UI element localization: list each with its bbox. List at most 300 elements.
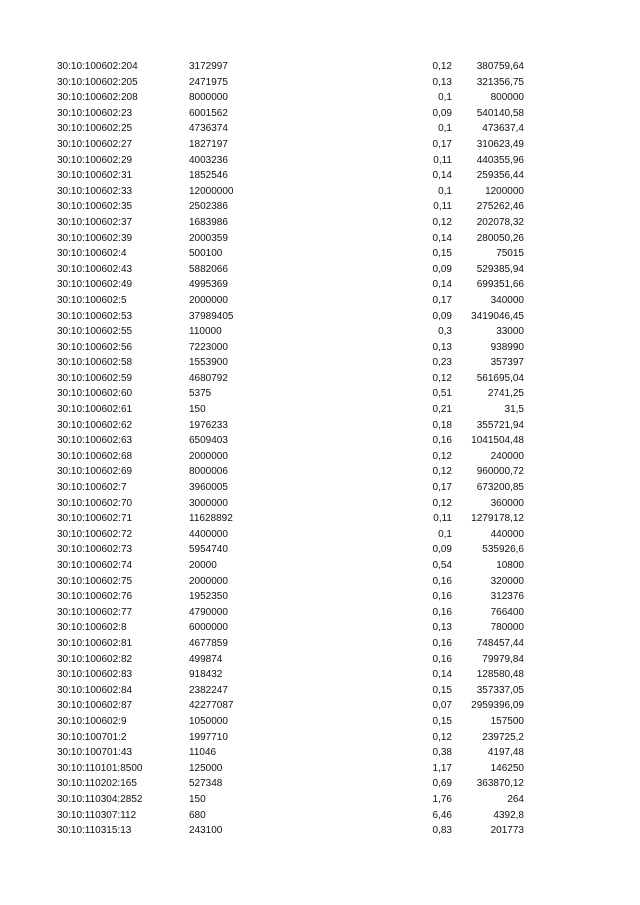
tax-amount-cell: 561695,04 (476, 372, 524, 384)
cadastral-number-cell: 30:10:100602:31 (57, 170, 133, 182)
table-row (57, 761, 524, 777)
rate-cell: 0,15 (432, 715, 452, 727)
rate-cell: 0,13 (432, 76, 452, 88)
table-row (57, 418, 524, 434)
table-row (57, 542, 524, 558)
rate-cell: 0,17 (432, 482, 452, 494)
tax-amount-cell: 340000 (490, 294, 524, 306)
rate-cell: 0,11 (433, 154, 452, 166)
cadastral-number-cell: 30:10:100602:8 (57, 622, 127, 634)
column-spacer (289, 527, 428, 543)
rate-cell: 0,12 (432, 450, 452, 462)
tax-amount-cell: 10800 (496, 560, 524, 571)
table-row (57, 121, 524, 137)
column-spacer (289, 418, 428, 434)
tax-amount-cell: 320000 (490, 575, 524, 587)
rate-cell: 0,12 (432, 61, 452, 72)
area-cell: 6000000 (189, 622, 228, 634)
table-row (57, 433, 524, 449)
table-row (57, 246, 524, 262)
area-cell: 1050000 (189, 715, 228, 727)
tax-amount-cell: 264 (507, 793, 524, 805)
rate-cell: 0,23 (432, 357, 452, 369)
cadastral-number-cell: 30:10:100602:33 (57, 185, 133, 197)
rate-cell: 0,12 (432, 731, 452, 743)
table-row (57, 480, 524, 496)
area-cell: 4003236 (189, 154, 228, 166)
cadastral-number-cell: 30:10:100602:61 (57, 404, 133, 416)
cadastral-number-cell: 30:10:100602:84 (57, 684, 133, 696)
rate-cell: 1,76 (432, 793, 452, 805)
tax-amount-cell: 31,5 (504, 404, 524, 416)
area-cell: 2000000 (189, 575, 228, 587)
rate-cell: 0,18 (432, 419, 452, 431)
column-spacer (289, 153, 428, 169)
tax-amount-cell: 363870,12 (476, 778, 524, 790)
area-cell: 2502386 (189, 201, 228, 213)
cadastral-number-cell: 30:10:100602:208 (57, 92, 138, 104)
rate-cell: 0,12 (432, 497, 452, 509)
rate-cell: 0,21 (432, 404, 452, 416)
area-cell: 1553900 (189, 357, 228, 369)
area-cell: 5882066 (189, 263, 228, 275)
rate-cell: 0,09 (432, 310, 452, 322)
area-cell: 243100 (189, 825, 223, 837)
column-spacer (289, 605, 428, 621)
area-cell: 918432 (189, 669, 223, 681)
area-cell: 5954740 (189, 544, 228, 556)
tax-amount-cell: 766400 (490, 606, 524, 618)
rate-cell: 0,14 (432, 170, 452, 182)
table-row (57, 589, 524, 605)
table-row (57, 90, 524, 106)
area-cell: 8000000 (189, 92, 228, 104)
area-cell: 12000000 (189, 185, 234, 197)
table-row (57, 168, 524, 184)
column-spacer (289, 75, 428, 91)
table-row (57, 137, 524, 153)
tax-amount-cell: 938990 (490, 341, 524, 353)
area-cell: 4790000 (189, 606, 228, 618)
area-cell: 500100 (189, 248, 223, 260)
table-body (57, 59, 524, 839)
table-row (57, 636, 524, 652)
cadastral-number-cell: 30:10:110307:112 (57, 809, 137, 821)
column-spacer (289, 730, 428, 746)
area-cell: 4677859 (189, 637, 228, 649)
tax-amount-cell: 4392,8 (493, 809, 524, 821)
table-row (57, 667, 524, 683)
cadastral-number-cell: 30:10:100701:2 (57, 731, 127, 743)
tax-amount-cell: 540140,58 (476, 107, 524, 119)
column-spacer (289, 667, 428, 683)
cadastral-number-cell: 30:10:100602:87 (57, 700, 133, 712)
tax-amount-cell: 960000,72 (476, 466, 524, 478)
table-row (57, 792, 524, 808)
cadastral-number-cell: 30:10:100602:70 (57, 497, 133, 509)
rate-cell: 0,1 (438, 528, 452, 540)
column-spacer (289, 168, 428, 184)
rate-cell: 0,16 (432, 653, 452, 665)
rate-cell: 0,16 (432, 606, 452, 618)
cadastral-number-cell: 30:10:100701:43 (57, 747, 133, 759)
table-row (57, 464, 524, 480)
area-cell: 125000 (189, 762, 223, 774)
tax-amount-cell: 3419046,45 (471, 310, 524, 322)
area-cell: 150 (189, 793, 206, 805)
tax-amount-cell: 529385,94 (476, 263, 524, 275)
area-cell: 3960005 (189, 482, 228, 494)
tax-amount-cell: 240000 (490, 450, 524, 462)
table-row (57, 371, 524, 387)
cadastral-number-cell: 30:10:100602:60 (57, 388, 133, 400)
column-spacer (289, 277, 428, 293)
cadastral-number-cell: 30:10:100602:81 (57, 637, 133, 649)
tax-amount-cell: 201773 (490, 825, 524, 837)
table-row (57, 730, 524, 746)
area-cell: 1683986 (189, 216, 228, 228)
table-row (57, 574, 524, 590)
table-row (57, 776, 524, 792)
rate-cell: 0,15 (432, 248, 452, 260)
table-row (57, 496, 524, 512)
table-row (57, 808, 524, 824)
column-spacer (289, 184, 428, 200)
area-cell: 527348 (189, 778, 223, 790)
tax-amount-cell: 128580,48 (476, 669, 524, 681)
cadastral-number-cell: 30:10:100602:75 (57, 575, 133, 587)
tax-amount-cell: 310623,49 (476, 138, 524, 150)
tax-amount-cell: 146250 (490, 762, 524, 774)
tax-amount-cell: 4197,48 (487, 747, 524, 759)
rate-cell: 0,16 (432, 637, 452, 649)
rate-cell: 0,17 (432, 138, 452, 150)
area-cell: 1952350 (189, 591, 228, 603)
rate-cell: 0,51 (432, 388, 452, 400)
area-cell: 150 (189, 404, 206, 416)
area-cell: 499874 (189, 653, 223, 665)
tax-amount-cell: 473637,4 (482, 123, 524, 135)
cadastral-number-cell: 30:10:100602:4 (57, 248, 127, 260)
cadastral-number-cell: 30:10:100602:74 (57, 560, 133, 571)
cadastral-number-cell: 30:10:100602:205 (57, 76, 138, 88)
rate-cell: 0,15 (432, 684, 452, 696)
rate-cell: 0,3 (438, 326, 452, 338)
rate-cell: 0,83 (432, 825, 452, 837)
cadastral-number-cell: 30:10:110101:8500 (57, 762, 143, 774)
column-spacer (289, 121, 428, 137)
table-row (57, 620, 524, 636)
table-row (57, 184, 524, 200)
table-row (57, 355, 524, 371)
area-cell: 2000359 (189, 232, 228, 244)
table-row (57, 402, 524, 418)
area-cell: 20000 (189, 560, 217, 571)
cadastral-number-cell: 30:10:100602:23 (57, 107, 133, 119)
cadastral-number-cell: 30:10:100602:58 (57, 357, 133, 369)
column-spacer (289, 199, 428, 215)
area-cell: 1997710 (189, 731, 228, 743)
table-row (57, 683, 524, 699)
column-spacer (289, 745, 428, 761)
rate-cell: 0,14 (432, 669, 452, 681)
column-spacer (289, 262, 428, 278)
cadastral-number-cell: 30:10:110202:165 (57, 778, 137, 790)
rate-cell: 0,14 (432, 232, 452, 244)
area-cell: 1976233 (189, 419, 228, 431)
tax-amount-cell: 275262,46 (476, 201, 524, 213)
cadastral-number-cell: 30:10:100602:59 (57, 372, 133, 384)
column-spacer (289, 589, 428, 605)
table-row (57, 59, 524, 75)
rate-cell: 0,54 (432, 560, 452, 571)
table-row (57, 745, 524, 761)
cadastral-number-cell: 30:10:100602:56 (57, 341, 133, 353)
column-spacer (289, 464, 428, 480)
cadastral-number-cell: 30:10:100602:27 (57, 138, 133, 150)
tax-amount-cell: 202078,32 (476, 216, 524, 228)
rate-cell: 0,09 (432, 263, 452, 275)
column-spacer (289, 808, 428, 824)
rate-cell: 0,09 (432, 544, 452, 556)
tax-amount-cell: 2959396,09 (471, 700, 524, 712)
table-row (57, 698, 524, 714)
area-cell: 7223000 (189, 341, 228, 353)
cadastral-number-cell: 30:10:100602:82 (57, 653, 133, 665)
cadastral-number-cell: 30:10:100602:68 (57, 450, 133, 462)
cadastral-number-cell: 30:10:100602:5 (57, 294, 127, 306)
cadastral-number-cell: 30:10:100602:204 (57, 61, 138, 72)
column-spacer (289, 324, 428, 340)
cadastral-number-cell: 30:10:100602:71 (57, 513, 133, 525)
area-cell: 1827197 (189, 138, 228, 150)
cadastral-number-cell: 30:10:100602:43 (57, 263, 133, 275)
cadastral-number-cell: 30:10:100602:69 (57, 466, 133, 478)
area-cell: 5375 (189, 388, 212, 400)
tax-amount-cell: 748457,44 (476, 637, 524, 649)
rate-cell: 0,16 (432, 575, 452, 587)
area-cell: 680 (189, 809, 206, 821)
table-row (57, 106, 524, 122)
tax-amount-cell: 79979,84 (482, 653, 524, 665)
table-row (57, 153, 524, 169)
column-spacer (289, 402, 428, 418)
table-row (57, 558, 524, 574)
data-table (57, 59, 524, 839)
tax-amount-cell: 380759,64 (476, 61, 524, 72)
column-spacer (289, 137, 428, 153)
rate-cell: 0,1 (438, 185, 452, 197)
area-cell: 37989405 (189, 310, 234, 322)
tax-amount-cell: 440000 (490, 528, 524, 540)
tax-amount-cell: 535926,6 (482, 544, 524, 556)
column-spacer (289, 215, 428, 231)
table-row (57, 231, 524, 247)
column-spacer (289, 542, 428, 558)
column-spacer (289, 106, 428, 122)
column-spacer (289, 309, 428, 325)
cadastral-number-cell: 30:10:100602:63 (57, 435, 133, 447)
area-cell: 4736374 (189, 123, 228, 135)
cadastral-number-cell: 30:10:100602:76 (57, 591, 133, 603)
area-cell: 6001562 (189, 107, 228, 119)
cadastral-number-cell: 30:10:100602:53 (57, 310, 133, 322)
table-row (57, 324, 524, 340)
tax-amount-cell: 312376 (490, 591, 524, 603)
rate-cell: 0,16 (432, 435, 452, 447)
column-spacer (289, 59, 428, 75)
column-spacer (289, 480, 428, 496)
tax-amount-cell: 33000 (496, 326, 524, 338)
tax-amount-cell: 800000 (490, 92, 524, 104)
tax-amount-cell: 321356,75 (476, 76, 524, 88)
table-row (57, 262, 524, 278)
tax-amount-cell: 1041504,48 (471, 435, 524, 447)
table-row (57, 75, 524, 91)
rate-cell: 0,09 (432, 107, 452, 119)
area-cell: 2382247 (189, 684, 228, 696)
tax-amount-cell: 357397 (490, 357, 524, 369)
table-row (57, 340, 524, 356)
tax-amount-cell: 780000 (490, 622, 524, 634)
table-row (57, 449, 524, 465)
cadastral-number-cell: 30:10:100602:83 (57, 669, 133, 681)
column-spacer (289, 698, 428, 714)
area-cell: 11046 (189, 747, 217, 759)
rate-cell: 6,46 (432, 809, 452, 821)
column-spacer (289, 433, 428, 449)
tax-amount-cell: 355721,94 (476, 419, 524, 431)
rate-cell: 0,17 (432, 294, 452, 306)
tax-amount-cell: 699351,66 (476, 279, 524, 291)
tax-amount-cell: 673200,85 (476, 482, 524, 494)
table-row (57, 652, 524, 668)
rate-cell: 0,1 (438, 92, 452, 104)
cadastral-number-cell: 30:10:100602:49 (57, 279, 133, 291)
rate-cell: 0,1 (438, 123, 452, 135)
cadastral-number-cell: 30:10:100602:25 (57, 123, 133, 135)
column-spacer (289, 496, 428, 512)
rate-cell: 0,11 (433, 201, 452, 213)
tax-amount-cell: 239725,2 (482, 731, 524, 743)
cadastral-number-cell: 30:10:100602:9 (57, 715, 127, 727)
tax-amount-cell: 360000 (490, 497, 524, 509)
rate-cell: 0,12 (432, 372, 452, 384)
cadastral-number-cell: 30:10:100602:55 (57, 326, 133, 338)
column-spacer (289, 355, 428, 371)
tax-amount-cell: 1279178,12 (471, 513, 524, 525)
column-spacer (289, 714, 428, 730)
rate-cell: 0,14 (432, 279, 452, 291)
cadastral-number-cell: 30:10:110304:2852 (57, 793, 143, 805)
area-cell: 11628892 (189, 513, 233, 525)
rate-cell: 0,13 (432, 341, 452, 353)
column-spacer (289, 823, 428, 839)
cadastral-number-cell: 30:10:100602:37 (57, 216, 133, 228)
column-spacer (289, 371, 428, 387)
tax-amount-cell: 2741,25 (487, 388, 524, 400)
table-row (57, 199, 524, 215)
column-spacer (289, 511, 428, 527)
area-cell: 2471975 (189, 76, 228, 88)
area-cell: 1852546 (189, 170, 228, 182)
cadastral-number-cell: 30:10:100602:72 (57, 528, 133, 540)
tax-amount-cell: 75015 (496, 248, 524, 260)
table-row (57, 277, 524, 293)
area-cell: 4680792 (189, 372, 228, 384)
area-cell: 2000000 (189, 294, 228, 306)
cadastral-number-cell: 30:10:100602:35 (57, 201, 133, 213)
area-cell: 8000006 (189, 466, 228, 478)
area-cell: 42277087 (189, 700, 234, 712)
area-cell: 4400000 (189, 528, 228, 540)
rate-cell: 0,07 (432, 700, 452, 712)
table-row (57, 527, 524, 543)
column-spacer (289, 652, 428, 668)
column-spacer (289, 246, 428, 262)
tax-amount-cell: 280050,26 (476, 232, 524, 244)
rate-cell: 0,38 (432, 747, 452, 759)
area-cell: 3172997 (189, 61, 228, 72)
area-cell: 6509403 (189, 435, 228, 447)
rate-cell: 1,17 (432, 762, 452, 774)
column-spacer (289, 620, 428, 636)
rate-cell: 0,16 (432, 591, 452, 603)
column-spacer (289, 776, 428, 792)
column-spacer (289, 293, 428, 309)
table-row (57, 386, 524, 402)
tax-amount-cell: 157500 (490, 715, 524, 727)
table-row (57, 714, 524, 730)
table-row (57, 511, 524, 527)
column-spacer (289, 449, 428, 465)
tax-amount-cell: 1200000 (485, 185, 524, 197)
column-spacer (289, 574, 428, 590)
tax-amount-cell: 440355,96 (476, 154, 524, 166)
area-cell: 3000000 (189, 497, 228, 509)
cadastral-number-cell: 30:10:110315:13 (57, 825, 132, 837)
column-spacer (289, 683, 428, 699)
area-cell: 2000000 (189, 450, 228, 462)
area-cell: 110000 (189, 326, 222, 338)
rate-cell: 0,13 (432, 622, 452, 634)
rate-cell: 0,12 (432, 466, 452, 478)
column-spacer (289, 792, 428, 808)
cadastral-number-cell: 30:10:100602:62 (57, 419, 133, 431)
column-spacer (289, 558, 428, 574)
cadastral-number-cell: 30:10:100602:29 (57, 154, 133, 166)
column-spacer (289, 761, 428, 777)
table-row (57, 309, 524, 325)
column-spacer (289, 636, 428, 652)
table-row (57, 605, 524, 621)
tax-amount-cell: 357337,05 (476, 684, 524, 696)
rate-cell: 0,69 (432, 778, 452, 790)
tax-amount-cell: 259356,44 (476, 170, 524, 182)
cadastral-number-cell: 30:10:100602:77 (57, 606, 133, 618)
table-row (57, 215, 524, 231)
column-spacer (289, 231, 428, 247)
table-row (57, 823, 524, 839)
rate-cell: 0,12 (432, 216, 452, 228)
column-spacer (289, 340, 428, 356)
column-spacer (289, 90, 428, 106)
table-row (57, 293, 524, 309)
cadastral-number-cell: 30:10:100602:39 (57, 232, 133, 244)
cadastral-number-cell: 30:10:100602:7 (57, 482, 127, 494)
column-spacer (289, 386, 428, 402)
cadastral-number-cell: 30:10:100602:73 (57, 544, 133, 556)
